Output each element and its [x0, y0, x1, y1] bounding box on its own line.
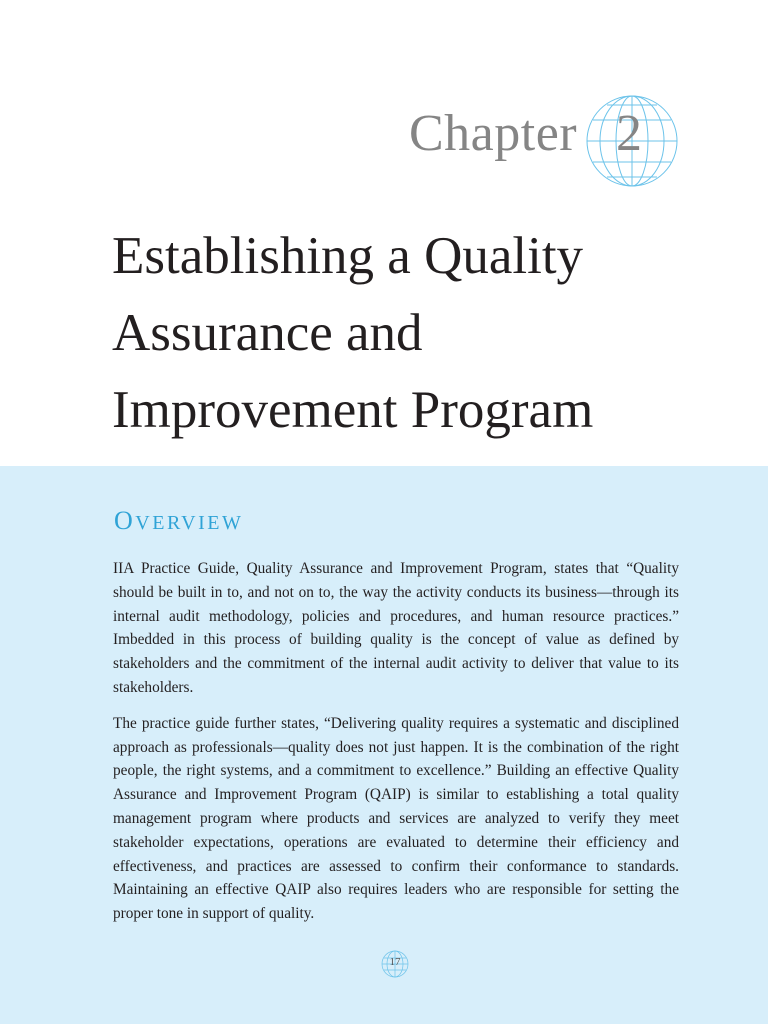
section-heading-initial: O: [114, 506, 136, 535]
paragraph: The practice guide further states, “Delivering quality requires a systematic and disciplined approach as professionals—quality does not just happen. It is the combination of the right people, the right systems, and a commitment to excellence.” Building an effective Quality Assurance and Improvement Program (QAIP) is similar to establishing a total quality management program where products and services are analyzed to verify they meet stakeholder expectations, operations are evaluated to determine their efficiency and effectiveness, and practices are assessed to confirm their conformance to standards. Maintaining an effective QAIP also requires leaders who are responsible for setting the proper tone in support of quality.: [113, 714, 679, 923]
overview-body: [113, 557, 679, 938]
paragraph: IIA Practice Guide, Quality Assurance and Improvement Program, states that “Quality should be built in to, and not on to, the way the activity conducts its business—through its internal audit methodology, policies and procedures, and human resource practices.” Imbedded in this process of building quality is the concept of value as defined by stakeholders and the commitment of the internal audit activity to deliver that value to its stakeholders.: [113, 560, 679, 696]
chapter-header: [0, 0, 768, 466]
chapter-label: Chapter: [409, 105, 578, 162]
section-heading-rest: VERVIEW: [135, 512, 244, 534]
section-heading-overview: [114, 508, 243, 534]
chapter-title: Establishing a Quality Assurance and Improvement Program: [112, 227, 594, 439]
page-number-badge: [381, 950, 409, 978]
page-number: 17: [389, 956, 401, 968]
chapter-number: 2: [616, 105, 642, 162]
